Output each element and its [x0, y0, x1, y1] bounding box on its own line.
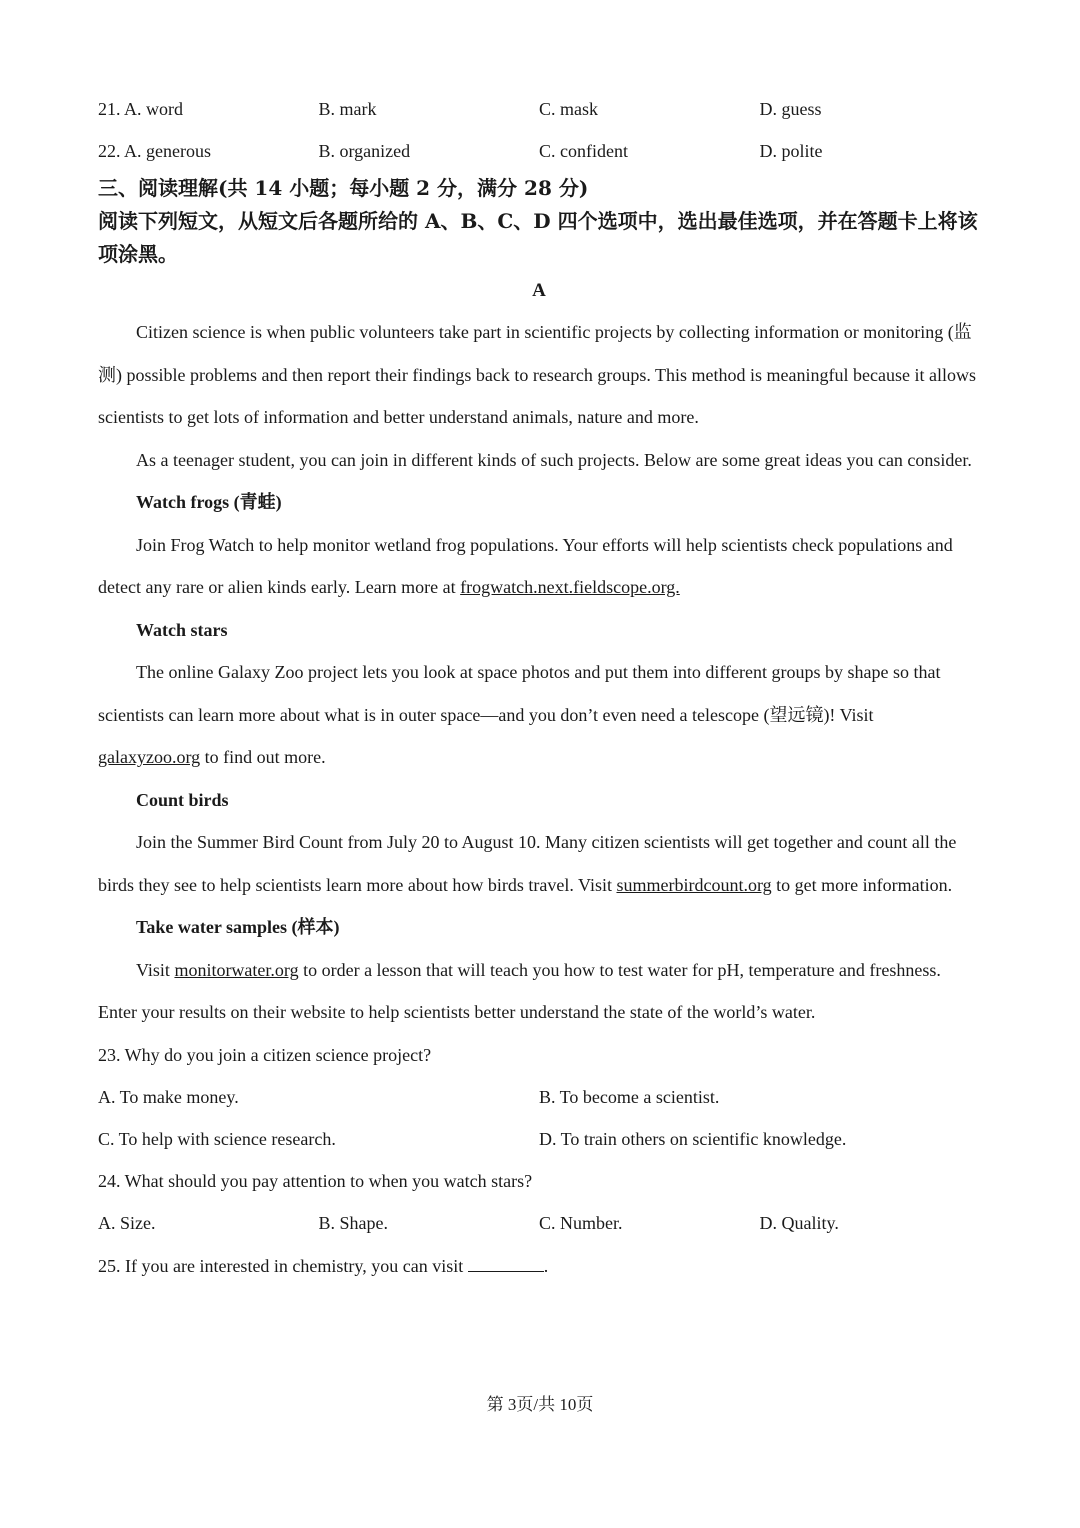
answer-blank — [468, 1257, 544, 1272]
passage-paragraph-1: Citizen science is when public volunteers take part in scientific projects by collecting information or monitoring (监测) possible problems and then report their findings back to research groups. This method is meaningful because it allows scientists to get lots of information and better understand animals, nature and more. — [98, 322, 976, 427]
galaxyzoo-link[interactable]: galaxyzoo.org — [98, 747, 201, 767]
option-24-a: A. Size. — [98, 1213, 156, 1233]
stars-heading: Watch stars — [136, 619, 228, 640]
monitorwater-link[interactable]: monitorwater.org — [174, 959, 299, 980]
option-22-c: C. confident — [539, 140, 628, 161]
option-23-b: B. To become a scientist. — [539, 1086, 720, 1107]
question-21-options — [98, 88, 980, 130]
exam-page — [98, 88, 980, 1287]
option-23-c: C. To help with science research. — [98, 1128, 336, 1149]
water-heading: Take water samples (样本) — [136, 917, 340, 937]
water-paragraph: Visit monitorwater.org to order a lesson that will teach you how to test water for pH, temperature and freshness. Enter your results on their website to help scientists better understand the state of the world’s water. — [98, 959, 941, 1022]
option-22-b: B. organized — [318, 140, 411, 161]
question-24-stem: 24. What should you pay attention to when you watch stars? — [98, 1171, 533, 1191]
section-title: 三、阅读理解(共 14 小题；每小题 2 分，满分 28 分) — [98, 176, 589, 200]
frogs-paragraph: Join Frog Watch to help monitor wetland frog populations. Your efforts will help scientists check populations and detect any rare or alien kinds early. Learn more at frogwatch.next.fieldscope.org. — [98, 534, 953, 597]
option-23-a: A. To make money. — [98, 1086, 239, 1107]
option-21-b: B. mark — [318, 98, 377, 119]
page-footer: 第 3页/共 10页 — [486, 1395, 594, 1414]
option-24-b: B. Shape. — [318, 1213, 388, 1233]
option-24-d: D. Quality. — [759, 1213, 839, 1233]
birds-heading: Count birds — [136, 789, 229, 810]
question-23-options-row-1 — [98, 1076, 980, 1118]
passage-paragraph-2: As a teenager student, you can join in different kinds of such projects. Below are some great ideas you can consider. — [136, 449, 972, 470]
option-23-d: D. To train others on scientific knowledge. — [539, 1128, 847, 1149]
question-23-options-row-2 — [98, 1118, 980, 1160]
question-22-options — [98, 130, 980, 172]
passage-label: A — [532, 280, 546, 301]
birds-paragraph: Join the Summer Bird Count from July 20 to August 10. Many citizen scientists will get together and count all the birds they see to help scientists learn more about how birds travel. Visit summerbirdcount.org to get more information. — [98, 832, 957, 895]
frogs-heading: Watch frogs (青蛙) — [136, 492, 282, 512]
question-23-stem: 23. Why do you join a citizen science project? — [98, 1044, 432, 1065]
option-21-a: 21. A. word — [98, 98, 184, 119]
option-21-c: C. mask — [539, 98, 599, 119]
stars-paragraph: The online Galaxy Zoo project lets you look at space photos and put them into different groups by shape so that scientists can learn more about what is in outer space—and you don’t even need a telescope (望远镜)! Visit galaxyzoo.org to find out more. — [98, 662, 941, 767]
frogwatch-link[interactable]: frogwatch.next.fieldscope.org. — [460, 577, 680, 597]
question-25-stem: 25. If you are interested in chemistry, you can visit . — [98, 1255, 549, 1276]
option-22-d: D. polite — [759, 140, 823, 161]
option-21-d: D. guess — [759, 98, 822, 119]
option-24-c: C. Number. — [539, 1213, 623, 1233]
summerbirdcount-link[interactable]: summerbirdcount.org — [616, 874, 772, 895]
question-24-options — [98, 1203, 980, 1245]
section-instruction: 阅读下列短文，从短文后各题所给的 A、B、C、D 四个选项中，选出最佳选项，并在答题卡上将该项涂黑。 — [98, 209, 978, 266]
option-22-a: 22. A. generous — [98, 140, 211, 161]
